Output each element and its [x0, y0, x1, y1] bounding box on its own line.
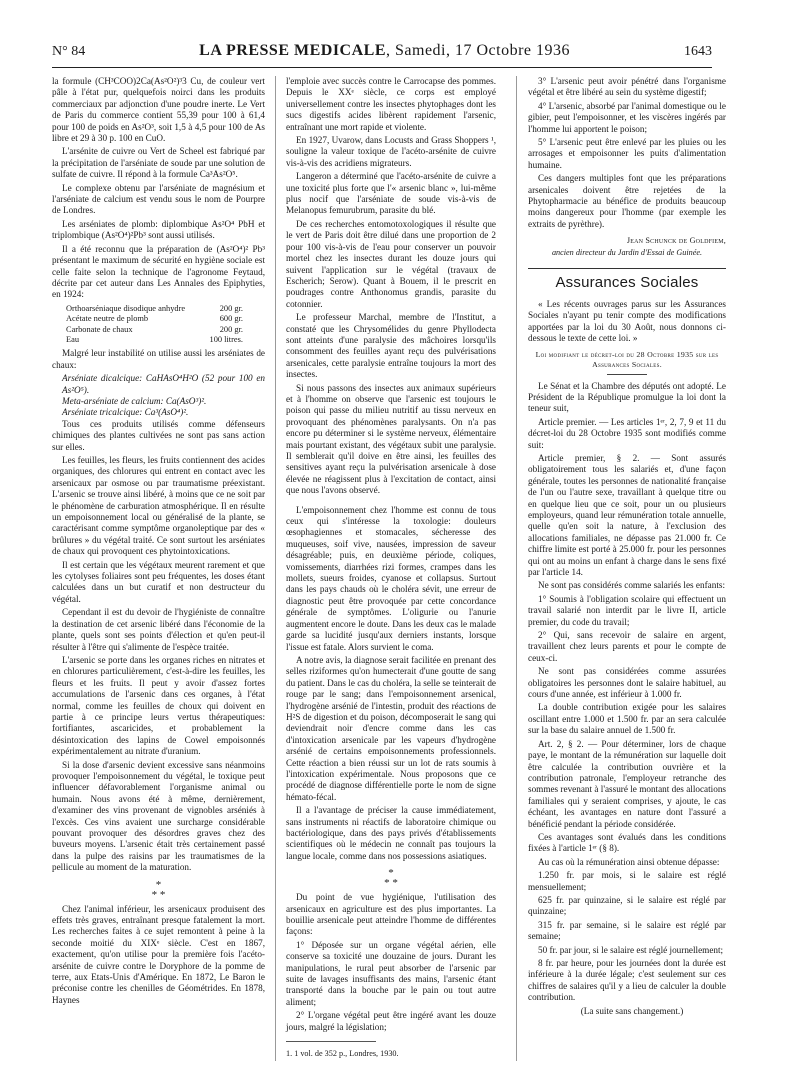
paragraph: Chez l'animal inférieur, les arsenicaux produisent des effets très graves, entraînant presque fatalement la mort. Les recherches faites à ce sujet remontent à peine à la seconde moitié du XIXᵉ siècle. C'est en 1867, exactement, qu'on utilise pour la première fois l'acéto-arsénite de cuivre contre le Doryphore de la pomme de terre, aux Etats-Unis d'Amérique. En 1872, Le Baron le préconise contre les chenilles de Géométrides. En 1878, Haynes: [52, 903, 265, 1005]
paragraph: Langeron a déterminé que l'acéto-arsénite de cuivre a une toxicité plus forte que l'« arsenic blanc », lui-même plus nocif que l'arséniate de soude vis-à-vis de Melanopus femurubrum, parasite du blé.: [286, 171, 496, 216]
paragraph: L'empoisonnement chez l'homme est connu de tous ceux qui s'intéresse la toxologie: douleurs œsophagiennes et stomacales, sécheresse des muqueuses, soif vive, nausées, impression de saveur désagréable; puis, en deuxième période, coliques, vomissements, diarrhées rizi formes, crampes dans les mollets, sueurs froides, cyanose et collapsus. Surtout dans les pays chauds où le choléra sévit, une erreur de diagnostic peut être provoquée par cette concordance générale de symptômes. L'oligurie ou l'anurie augmentent encore le doute. Dans les deux cas le malade garde sa lucidité jusqu'aux derniers instants, lorsque l'issue est fatale. Alors survient le coma.: [286, 504, 496, 652]
paragraph: Cependant il est du devoir de l'hygiéniste de connaître la destination de cet arsenic libéré dans l'économie de la plante, quels sont ses points d'élection et qu'en peut-il résulter à l'être qui s'alimente de l'espèce traitée.: [52, 607, 265, 652]
law-rule: [607, 374, 647, 375]
paragraph: Malgré leur instabilité on utilise aussi les arséniates de chaux:: [52, 348, 265, 370]
paragraph: 50 fr. par jour, si le salaire est réglé journellement;: [538, 944, 724, 955]
paragraph: 1° Soumis à l'obligation scolaire qui effectuent un travail salarié non interdit par le livre II, article premier, du code du travail;: [528, 593, 726, 627]
formula: Arséniate dicalcique: CaHAsO⁴H²O (52 pour 100 en As²O⁵).: [62, 373, 265, 395]
paragraph: 625 fr. par quinzaine, si le salaire est réglé par quinzaine;: [528, 894, 726, 917]
recipe-value: 200 gr.: [219, 303, 243, 313]
paragraph: Ne sont pas considérées comme assurées obligatoires les personnes dont le salaire habituel, au cours d'une année, est inférieur à 1.000 fr.: [528, 666, 726, 700]
recipe-row: [66, 314, 265, 324]
paragraph: (La suite sans changement.): [580, 1005, 684, 1016]
page-header: [52, 42, 712, 68]
paragraph: Les arséniates de plomb: diplombique As²O⁴ PbH et triplombique (As²O⁴)²Pb³ sont aussi utilisés.: [52, 218, 265, 241]
paragraph: Ces dangers multiples font que les préparations arsenicales doivent être rejetées de la Phytopharmacie au bénéfice de produits beaucoup moins dangereux pour l'homme (par exemple les extraits de pyrèthre).: [528, 173, 726, 229]
issue-date: , Samedi, 17 Octobre 1936: [386, 42, 571, 59]
footnote: 1. 1 vol. de 352 p., Londres, 1930.: [286, 1049, 399, 1059]
paragraph: Article premier. — Les articles 1ᵉʳ, 2, 7, 9 et 11 du décret-loi du 28 Octobre 1935 sont modifiés comme suit:: [528, 416, 726, 450]
paragraph: 5° L'arsenic peut être enlevé par les pluies ou les arrosages et empoisonner les puits d'alimentation humaine.: [528, 137, 726, 170]
paragraph: la formule (CH³COO)2Ca(As²O²)³3 Cu, de couleur vert pâle à l'état pur, quelquefois noirci dans les produits commerciaux par adjonction d'une poudre inerte. Le Vert de Paris du commerce contient 55,39 pour 100 à 61,4 pour 100 de poids en As²O³, soit 1,5 à 4,5 pour 100 de As libre et 29 à 30 p. 100 en CuO.: [52, 76, 265, 144]
author-title: ancien directeur du Jardin d'Essai de Guinée.: [551, 248, 703, 258]
formula: Meta-arséniate de calcium: Ca(AsO³)².: [62, 395, 207, 406]
recipe-label: Carbonate de chaux: [66, 324, 133, 334]
paragraph: Tous ces produits utilisés comme défenseurs chimiques des plantes cultivées ne sont pas sans action sur elles.: [52, 418, 265, 452]
paragraph: 2° Qui, sans recevoir de salaire en argent, travaillent chez leurs parents et pour le compte de ceux-ci.: [528, 630, 726, 663]
paragraph: Si la dose d'arsenic devient excessive sans néanmoins provoquer l'empoisonnement du végétal, le toxique peut influencer défavorablement l'organisme animal ou humain. Nous avons été à même, dernièrement, d'examiner des vins provenant de vignobles arséniés à l'excès. Ces vins avaient une surcharge considérable pouvant provoquer des désordres graves chez des buveurs moyens. L'arsenic était très certainement passé dans la pulpe des raisins par les traumatismes de la pellicule au moment de la maturation.: [52, 759, 265, 873]
paragraph: Au cas où la rémunération ainsi obtenue dépasse:: [538, 856, 720, 867]
paragraph: Du point de vue hygiénique, l'utilisation des arsenicaux en agriculture est des plus importantes. La bouillie arsenicale peut atteindre l'homme de différentes façons:: [286, 892, 496, 937]
section-rule: [528, 268, 726, 269]
paragraph: 4° L'arsenic, absorbé par l'animal domestique ou le gibier, peut l'empoisonner, et les viscères ingérés par l'homme lui apportent le poison;: [528, 100, 726, 134]
recipe-table: [66, 304, 265, 346]
paragraph: En 1927, Uvarow, dans Locusts and Grass Shoppers ¹, souligne la valeur toxique de l'acéto-arsénite de cuivre vis-à-vis des acridiens migrateurs.: [286, 135, 496, 168]
paragraph: L'arsénite de cuivre ou Vert de Scheel est fabriqué par la précipitation de l'arséniate de soude par une solution de sulfate de cuivre. Il répond à la formule Ca³As²O⁵.: [52, 146, 265, 180]
paragraph: 1.250 fr. par mois, si le salaire est réglé mensuellement;: [528, 870, 726, 892]
paragraph: Le professeur Marchal, membre de l'Institut, a constaté que les Chrysomélides du genre Phyllodecta sont atteints d'une paralysie des mâchoires lorsqu'ils consomment des feuilles ayant reçu des pulvérisations arsenicales, cette paralysie entraîne toujours la mort des insectes.: [286, 312, 496, 380]
column-3: [528, 76, 726, 1019]
recipe-row: [66, 335, 265, 345]
column-divider: [275, 76, 276, 1061]
footnote-rule: [286, 1041, 376, 1046]
page-number: 1643: [683, 44, 712, 59]
paragraph: Il a l'avantage de préciser la cause immédiatement, sans instruments ni réactifs de laboratoire chimique ou bactériologique, dans des pays privés d'établissements scientifiques où le médecin ne connaît pas toujours la langue locale, comme dans nos possessions asiatiques.: [286, 805, 496, 861]
law-title-text: Loi modifiant le décret-loi du 28 Octobre 1935 sur les Assurances Sociales.: [535, 350, 719, 369]
recipe-value: 600 gr.: [219, 314, 243, 324]
recipe-row: [66, 304, 265, 314]
paragraph: 8 fr. par heure, pour les journées dont la durée est inférieure à la durée légale; c'est seulement sur ces chiffres de salaires qu'il y a lieu de calculer la double contribution.: [528, 958, 726, 1003]
recipe-label: Eau: [66, 334, 80, 344]
paragraph: Le complexe obtenu par l'arséniate de magnésium et l'arséniate de calcium est vendu sous le nom de Pourpre de Londres.: [52, 182, 265, 216]
paragraph: 315 fr. par semaine, si le salaire est réglé par semaine;: [528, 919, 726, 942]
recipe-label: Acétate neutre de plomb: [66, 314, 149, 324]
paragraph: Article premier, § 2. — Sont assurés obligatoirement tous les salariés et, d'une façon générale, toutes les personnes de nationalité française de l'un ou l'autre sexe, travaillant à quelque titre ou en quelque lieu que ce soit, pour un ou plusieurs employeurs, quand leur rémunération totale annuelle, quelle qu'en soit la nature, à l'exclusion des allocations familiales, ne dépasse pas 21.000 fr. Ce chiffre limite est porté à 25.000 fr. pour les personnes qui ont au moins un enfant à charge dans le sens fixé par l'article 14.: [528, 452, 726, 577]
paragraph: De ces recherches entomotoxologiques il résulte que le vert de Paris doit être dilué dans une proportion de 2 pour 100 vis-à-vis de l'eau pour conserver un pouvoir mortel chez les insectes durant les douze jours qui suivent l'application sur le végétal (travaux de Escherich; Serow). Quant à Bouem, il le prescrit en poudrages contre Anthonomus grandis, parasite du cotonnier.: [286, 218, 496, 309]
paragraph: Les feuilles, les fleurs, les fruits contiennent des acides organiques, des chlorures qui entrent en contact avec les arsenicaux par osmose ou par traumatisme préexistant. L'arsenic se trouve ainsi libéré, à moins que ce ne soit par le phénomène de carburation atmosphérique. Il en résulte un empoisonnement local ou généralisé de la plante, se caractérisant comme symptôme organoleptique par des « brûlures » du végétal traité. Ce sont surtout les arséniates de chaux qui provoquent ces phytointoxications.: [52, 455, 265, 557]
issue-number: N° 84: [52, 44, 86, 59]
journal-name: LA PRESSE MEDICALE: [199, 42, 386, 59]
author-signature: Jean Schunck de Goldfiem,: [626, 236, 726, 246]
recipe-row: [66, 325, 265, 335]
paragraph: « Les récents ouvrages parus sur les Assurances Sociales n'ayant pu tenir compte des modifications apportées par la loi du 30 Août, nous donnons ci-dessous le texte de cette loi. »: [528, 298, 726, 343]
paragraph: L'arsenic se porte dans les organes riches en nitrates et en chlorures particulièrement, c'est-à-dire les feuilles, les fleurs et les fruits. Il peut y avoir d'assez fortes accumulations de l'arsenic dans ces organes, à l'état normal, comme les feuilles de choux qui doivent en partie à ce principe leurs vertus thérapeutiques: fortifiantes, ascaricides, et probablement la désintoxication des lapins de Cowel empoisonnés expérimentalement au nitrate d'uranium.: [52, 654, 265, 757]
recipe-value: 200 gr.: [219, 324, 243, 334]
section-title: Assurances Sociales: [555, 274, 699, 292]
recipe-label: Orthoarséniaque disodique anhydre: [66, 303, 186, 313]
paragraph: Ne sont pas considérés comme salariés les enfants:: [538, 580, 726, 591]
paragraph: Le Sénat et la Chambre des députés ont adopté. Le Président de la République promulgue la loi dont la teneur suit,: [528, 380, 726, 414]
recipe-value: 100 litres.: [209, 334, 243, 344]
formula: Arséniate tricalcique: Ca³(AsO⁴)².: [62, 407, 189, 418]
column-1: [52, 76, 265, 1008]
column-2: [286, 76, 496, 1060]
paragraph: Ces avantages sont évalués dans les conditions fixées à l'article 1ᵉʳ (§ 8).: [528, 831, 726, 854]
column-divider: [516, 76, 517, 1061]
paragraph: 1° Déposée sur un organe végétal aérien, elle conserve sa toxicité une douzaine de jours. Durant les manipulations, le rural peut absorber de l'arsenic par suite de lavages insuffisants des mains, l'arsenic étant transporté dans la bouche par le pain ou tout autre aliment;: [286, 939, 496, 1007]
paragraph: Art. 2, § 2. — Pour déterminer, lors de chaque paye, le montant de la rémunération sur laquelle doit être calculée la contribution ouvrière et la contribution patronale, l'employeur retranche des sommes revenant à l'assuré le montant des allocations familiales qui y seraient comprises, y ajoute, le cas échéant, les avantages en nature dont l'assuré a bénéficié pendant la période considérée.: [528, 738, 726, 829]
journal-title: [199, 42, 570, 60]
paragraph: l'emploie avec succès contre le Carrocapse des pommes. Depuis le XXᵉ siècle, ce corps est employé universellement contre les insectes phytophages dont les sucs digestifs acides libèrent rapidement l'arsenic, entraînant une mort rapide et violente.: [286, 76, 496, 132]
paragraph: Il est certain que les végétaux meurent rarement et que les cytolyses foliaires sont peu fréquentes, les doses étant calculées dans un but curatif et non destructeur du végétal.: [52, 559, 265, 604]
paragraph: 3° L'arsenic peut avoir pénétré dans l'organisme végétal et être libéré au sein du système digestif;: [528, 76, 726, 98]
section-separator: * * *: [151, 878, 166, 901]
paragraph: Si nous passons des insectes aux animaux supérieurs et à l'homme on observe que l'arsenic est toujours le poison qui passe du milieu nutritif au tissu nerveux en provoquant des phénomènes paralysants. On n'a pas encore pu déterminer si le système nerveux, élémentaire mais pourtant existant, des végétaux subit une paralysie. Il semblerait qu'il doive en être ainsi, les feuilles des sensitives ayant reçu la pulvérisation arsenicale à dose élevée ne réagissent plus à l'excitation de contact, ainsi que nous l'avons observé.: [286, 382, 496, 496]
law-title: [528, 350, 726, 374]
paragraph: 2° L'organe végétal peut être ingéré avant les douze jours, malgré la législation;: [286, 1010, 496, 1032]
section-separator: * * *: [384, 867, 398, 890]
paragraph: Il a été reconnu que la préparation de (As²O⁴)² Pb³ présentant le maximum de sécurité en hygiène sociale est celle faite selon la technique de l'agronome Feytaud, décrite par cet auteur dans Les Annales des Epiphyties, en 1924:: [52, 243, 265, 300]
paragraph: La double contribution exigée pour les salaires oscillant entre 1.000 et 1.500 fr. par an sera calculée sur la base du salaire annuel de 1.500 fr.: [528, 702, 726, 736]
paragraph: A notre avis, la diagnose serait facilitée en prenant des selles riziformes qu'on humecterait d'une goutte de sang du patient. Dans le cas du choléra, la selle se teinterait de rouge par le sang; dans l'empoisonnement arsenical, l'hydrogène arsénié de l'intestin, produit des réactions de H²S de digestion et du poison, décomposerait le sang qui deviendrait noir d'encre comme dans les cas d'intoxication arsenicale par les vapeurs d'hydrogène arsénié de certains empoisonnements professionnels. Cette réaction a bien réussi sur un lot de rats soumis à l'intoxication expérimentale. Nous proposons que ce procédé de diagnose différentielle porte le nom de signe hémato-fécal.: [286, 654, 497, 802]
